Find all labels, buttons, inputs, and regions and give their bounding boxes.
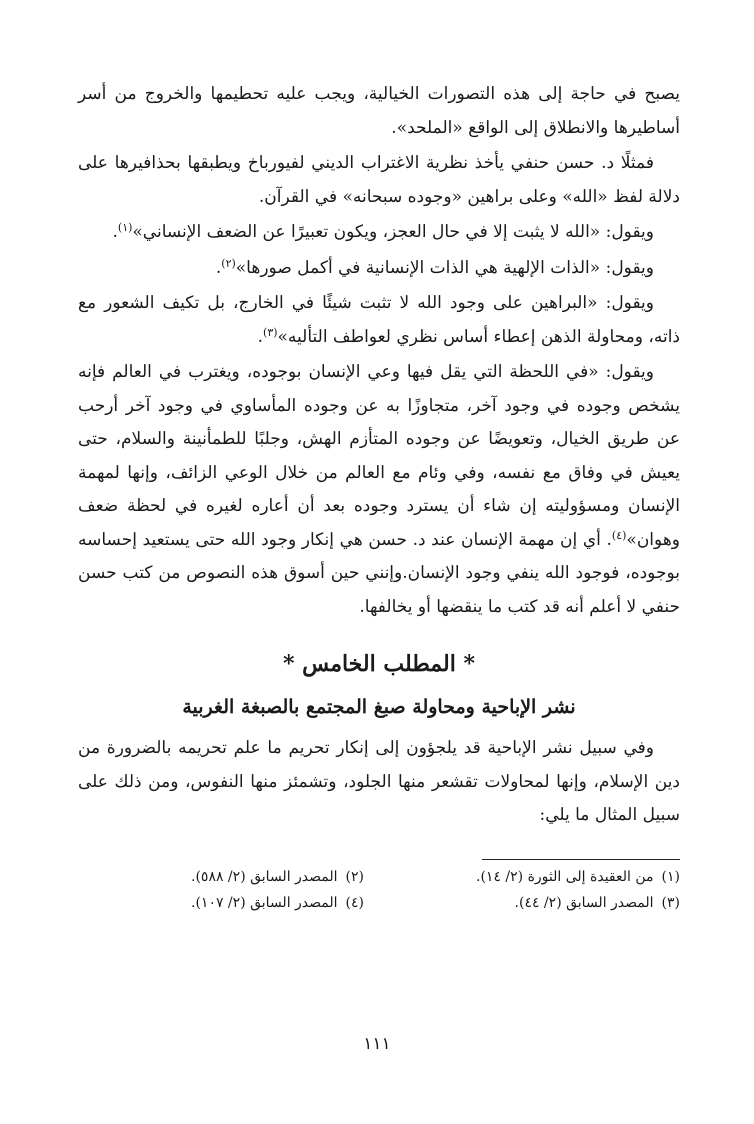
page-number: ١١١ <box>363 1034 391 1054</box>
paragraph <box>78 147 680 214</box>
footnote-number: (١) <box>661 868 680 885</box>
footnote-ref: (٢) <box>221 256 236 270</box>
footnote-number: (٣) <box>661 894 680 911</box>
body-text <box>78 78 680 624</box>
paragraph-text: ويقول: «البراهين على وجود الله لا تثبت شيئًا في الخارج، بل تكيف الشعور مع ذاته، ومحاولة الذهن إعطاء أساس نظري لعواطف التأليه» <box>78 293 680 347</box>
paragraph <box>78 252 680 286</box>
footnotes <box>78 864 680 916</box>
footnote-ref: (٣) <box>263 325 278 339</box>
section-title: نشر الإباحية ومحاولة صبغ المجتمع بالصبغة الغربية <box>182 696 576 718</box>
footnote-item <box>78 864 364 890</box>
footnote-separator <box>482 859 680 860</box>
footnote-text: من العقيدة إلى الثورة (٢/ ١٤). <box>476 868 654 885</box>
closing-paragraph: وفي سبيل نشر الإباحية قد يلجؤون إلى إنكار تحريم ما علم تحريمه بالضرورة من دين الإسلام، وإنها لمحاولات تقشعر منها الجلود، وتشمئز منها النفوس، ومن ذلك على سبيل المثال ما يلي: <box>78 738 680 825</box>
paragraph-text-continued: . <box>112 222 118 242</box>
paragraph-text: ويقول: «في اللحظة التي يقل فيها وعي الإنسان بوجوده، ويغترب في العالم فإنه يشخص وجوده في وجود آخر، متجاوزًا به عن وجوده المأساوي في وجود آخر أرحب عن طريق الخيال، وتعويضًا عن وجوده المتأزم الهش، وجلبًا للطمأنينة والسلام، حتى يعيش في وفاق مع نفسه، وفي وئام مع العالم من خلال الوعي الزائف، وإنها لمهمة الإنسان ومسؤوليته إن شاء أن يسترد وجوده بعد أن أعاره لغيره في لحظة ضعف وهوان» <box>78 362 680 550</box>
footnote-text: المصدر السابق (٢/ ٥٨٨). <box>191 868 338 885</box>
paragraph <box>78 216 680 250</box>
paragraph <box>78 356 680 624</box>
footnote-text: المصدر السابق (٢/ ٤٤). <box>514 894 654 911</box>
paragraph-text: يصبح في حاجة إلى هذه التصورات الخيالية، ويجب عليه تحطيمها والخروج من أسر أساطيرها والانطلاق إلى الواقع «الملحد». <box>78 84 680 138</box>
footnote-number: (٤) <box>345 894 364 911</box>
footnote-ref: (٤) <box>611 528 627 542</box>
paragraph-text: فمثلًا د. حسن حنفي يأخذ نظرية الاغتراب الديني لفيورباخ ويطبقها بحذافيرها على دلالة لفظ «الله» وعلى براهين «وجوده سبحانه» في القرآن. <box>78 153 680 207</box>
paragraph-text: ويقول: «الذات الإلهية هي الذات الإنسانية في أكمل صورها» <box>235 257 654 278</box>
paragraph-text-continued: . <box>257 326 264 347</box>
footnote-number: (٢) <box>345 868 364 885</box>
page-content <box>78 78 680 916</box>
footnote-item <box>394 864 680 890</box>
footnote-text: المصدر السابق (٢/ ١٠٧). <box>191 894 338 911</box>
paragraph-text-continued: . أي إن مهمة الإنسان عند د. حسن هي إنكار وجود الله حتى يستعيد إحساسه بوجوده، فوجود الله ينفي وجود الإنسان.وإنني حين أسوق هذه النصوص من كتب حسن حنفي لا أعلم أنه قد كتب ما ينقضها أو يخالفها. <box>78 529 680 617</box>
section-heading: * المطلب الخامس * <box>282 651 475 677</box>
paragraph-text: ويقول: «الله لا يثبت إلا في حال العجز، ويكون تعبيرًا عن الضعف الإنساني» <box>132 222 654 242</box>
paragraph-text-continued: . <box>215 257 222 278</box>
footnote-item <box>394 890 680 916</box>
paragraph <box>78 287 680 354</box>
footnote-ref: (١) <box>117 221 133 234</box>
paragraph <box>78 78 680 145</box>
footnote-item <box>78 890 364 916</box>
